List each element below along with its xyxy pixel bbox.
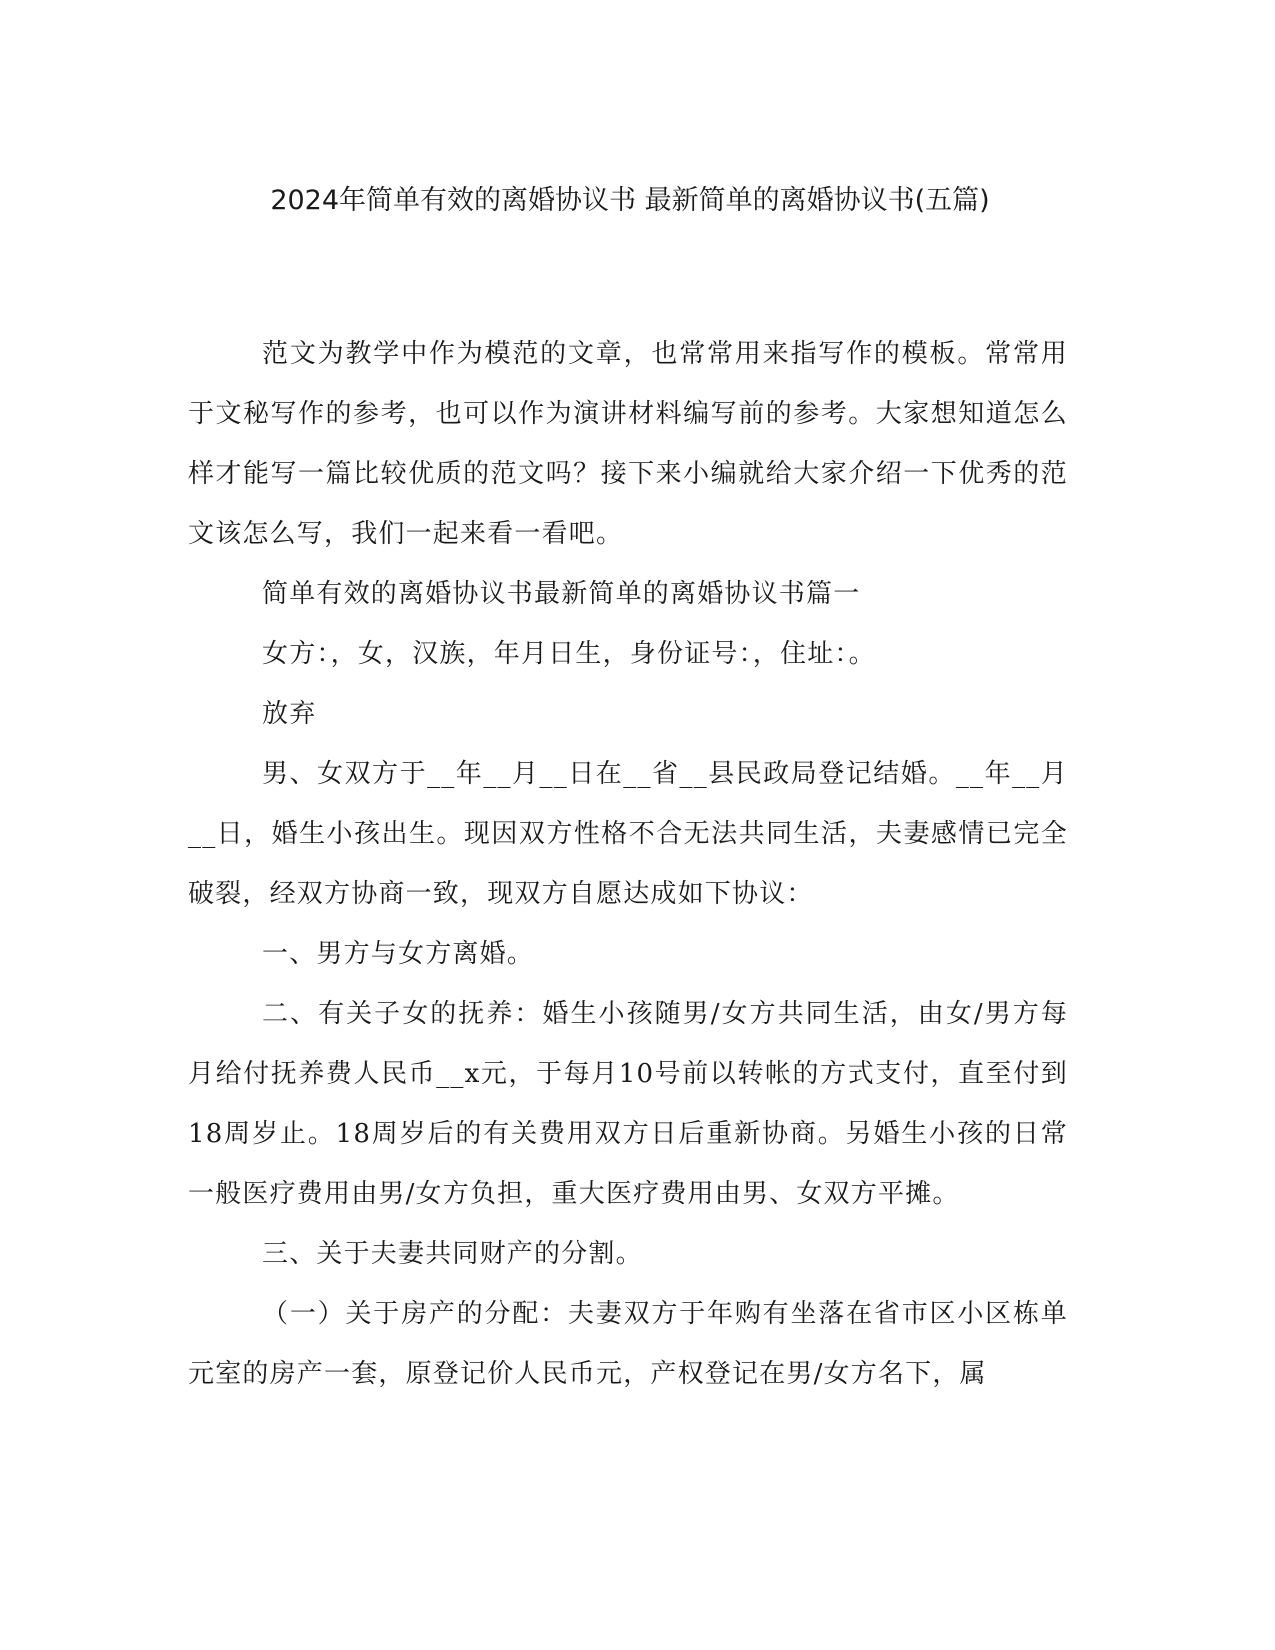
paragraph-female-party: 女方：，女，汉族，年月日生，身份证号：，住址：。 xyxy=(262,639,876,669)
paragraph-clause-child-support: 二、有关子女的抚养：婚生小孩随男/女方共同生活，由女/男方每月给付抚养费人民币__x元，于每月10号前以转帐的方式支付，直至付到18周岁止。18周岁后的有关费用双方日后重新协商。另婚生小孩的日常一般医疗费用由男/女方负担，重大医疗费用由男、女双方平摊。 xyxy=(188,999,1068,1209)
paragraph-clause-divorce: 一、男方与女方离婚。 xyxy=(262,939,535,969)
document-body xyxy=(188,324,1068,1404)
paragraph-clause-real-estate: （一）关于房产的分配：夫妻双方于年购有坐落在省市区小区栋单元室的房产一套，原登记价人民币元，产权登记在男/女方名下，属 xyxy=(188,1299,1068,1389)
paragraph-section-heading: 简单有效的离婚协议书最新简单的离婚协议书篇一 xyxy=(262,579,861,609)
document-title: 2024年简单有效的离婚协议书 最新简单的离婚协议书(五篇) xyxy=(270,185,990,216)
paragraph-clause-property: 三、关于夫妻共同财产的分割。 xyxy=(262,1239,643,1269)
paragraph-intro: 范文为教学中作为模范的文章，也常常用来指写作的模板。常常用于文秘写作的参考，也可以作为演讲材料编写前的参考。大家想知道怎么样才能写一篇比较优质的范文吗？接下来小编就给大家介绍一下优秀的范文该怎么写，我们一起来看一看吧。 xyxy=(188,339,1068,549)
paragraph-marriage-registration: 男、女双方于__年__月__日在__省__县民政局登记结婚。__年__月__日，婚生小孩出生。现因双方性格不合无法共同生活，夫妻感情已完全破裂，经双方协商一致，现双方自愿达成如下协议： xyxy=(188,759,1068,909)
paragraph-waive: 放弃 xyxy=(262,699,317,729)
